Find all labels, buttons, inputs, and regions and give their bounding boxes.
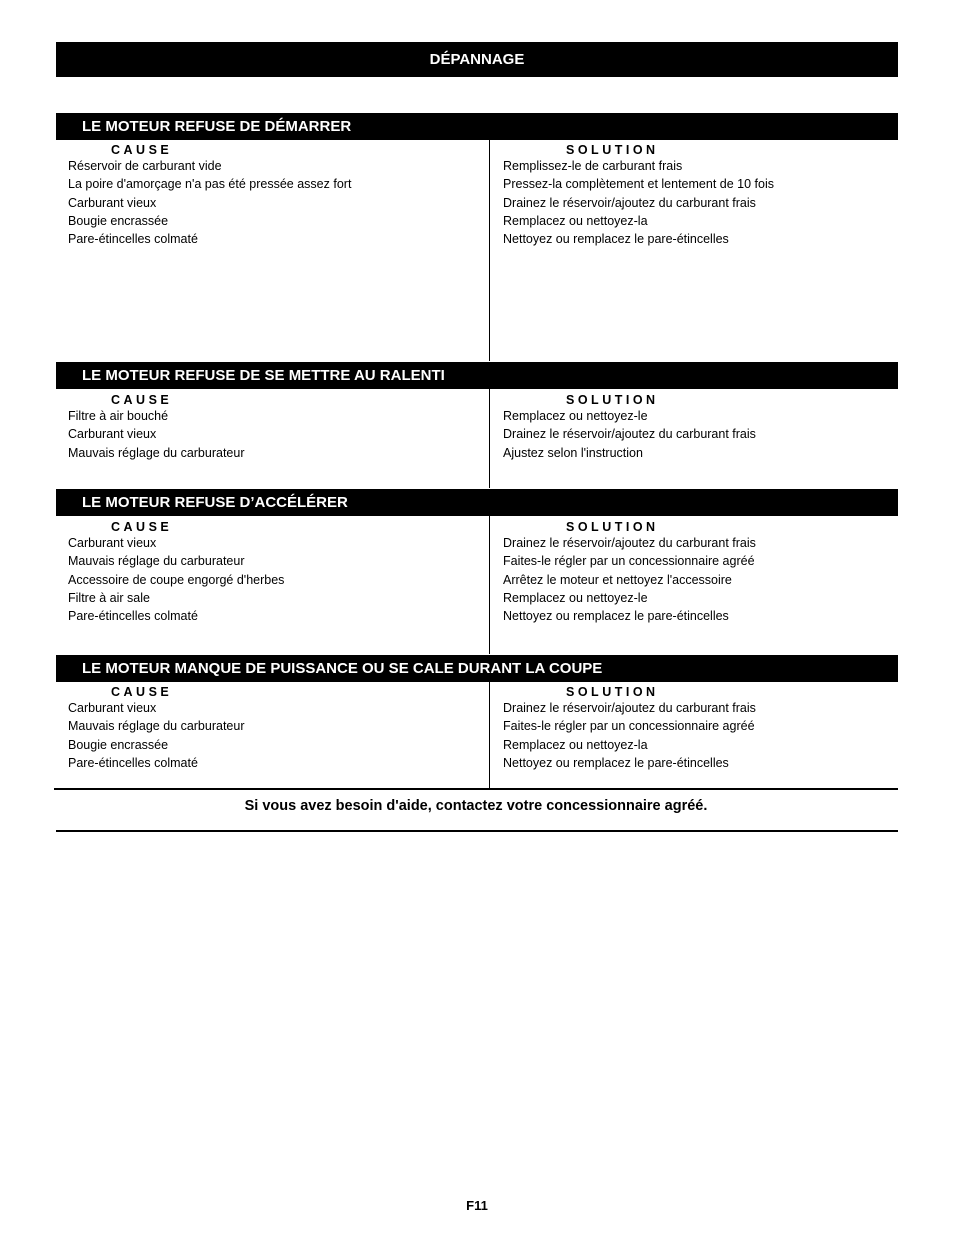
cause-list — [68, 699, 245, 772]
list-item: Remplacez ou nettoyez-la — [503, 213, 648, 228]
list-item: Bougie encrassée — [68, 737, 169, 752]
column-divider — [489, 389, 490, 488]
list-item: Carburant vieux — [68, 195, 157, 210]
solution-list — [503, 534, 756, 625]
cause-list — [68, 157, 351, 248]
solution-list — [503, 157, 774, 248]
solution-header: SOLUTION — [566, 143, 659, 157]
cause-list — [68, 407, 245, 462]
list-item: Carburant vieux — [68, 427, 157, 442]
list-item: Mauvais réglage du carburateur — [68, 445, 245, 460]
cause-header: CAUSE — [111, 143, 173, 157]
section-heading-no-accelerate: LE MOTEUR REFUSE D’ACCÉLÉRER — [56, 489, 898, 516]
solution-list — [503, 699, 756, 772]
list-item: Carburant vieux — [68, 701, 157, 715]
page-number: F11 — [466, 1198, 488, 1213]
list-item: Carburant vieux — [68, 536, 157, 550]
list-item: Pressez-la complètement et lentement de 10 fois — [503, 177, 774, 192]
list-item: Drainez le réservoir/ajoutez du carburant frais — [503, 427, 756, 442]
list-item: Nettoyez ou remplacez le pare-étincelles — [503, 232, 729, 247]
list-item: Drainez le réservoir/ajoutez du carburant frais — [503, 536, 756, 550]
list-item: Pare-étincelles colmaté — [68, 755, 198, 770]
cause-header: CAUSE — [111, 685, 173, 699]
cause-list — [68, 534, 284, 625]
list-item: Filtre à air bouché — [68, 409, 169, 423]
cause-header: CAUSE — [111, 520, 173, 534]
list-item: Filtre à air sale — [68, 590, 150, 605]
section-heading-no-start: LE MOTEUR REFUSE DE DÉMARRER — [56, 113, 898, 140]
list-item: Drainez le réservoir/ajoutez du carburant frais — [503, 701, 756, 715]
solution-header: SOLUTION — [566, 685, 659, 699]
list-item: La poire d'amorçage n'a pas été pressée assez fort — [68, 177, 352, 192]
section-heading-loss-of-power: LE MOTEUR MANQUE DE PUISSANCE OU SE CALE DURANT LA COUPE — [56, 655, 898, 682]
list-item: Nettoyez ou remplacez le pare-étincelles — [503, 755, 729, 770]
list-item: Faites-le régler par un concessionnaire agréé — [503, 719, 755, 734]
column-divider — [489, 140, 490, 361]
solution-list — [503, 407, 756, 462]
list-item: Accessoire de coupe engorgé d'herbes — [68, 572, 285, 587]
list-item: Remplacez ou nettoyez-le — [503, 590, 648, 605]
list-item: Pare-étincelles colmaté — [68, 609, 198, 624]
list-item: Mauvais réglage du carburateur — [68, 719, 245, 734]
list-item: Mauvais réglage du carburateur — [68, 554, 245, 569]
list-item: Nettoyez ou remplacez le pare-étincelles — [503, 609, 729, 624]
help-note: Si vous avez besoin d'aide, contactez votre concessionnaire agréé. — [244, 798, 708, 814]
section-heading-no-idle: LE MOTEUR REFUSE DE SE METTRE AU RALENTI — [56, 362, 898, 389]
list-item: Remplacez ou nettoyez-la — [503, 737, 648, 752]
list-item: Remplacez ou nettoyez-le — [503, 409, 648, 423]
solution-header: SOLUTION — [566, 393, 659, 407]
list-item: Arrêtez le moteur et nettoyez l'accessoire — [503, 572, 732, 587]
list-item: Drainez le réservoir/ajoutez du carburant frais — [503, 195, 756, 210]
divider-bottom — [56, 830, 898, 832]
list-item: Faites-le régler par un concessionnaire agréé — [503, 554, 755, 569]
list-item: Remplissez-le de carburant frais — [503, 159, 683, 173]
list-item: Bougie encrassée — [68, 213, 169, 228]
page-title: DÉPANNAGE — [56, 42, 898, 77]
column-divider — [489, 516, 490, 654]
cause-header: CAUSE — [111, 393, 173, 407]
column-divider — [489, 682, 490, 788]
solution-header: SOLUTION — [566, 520, 659, 534]
list-item: Ajustez selon l'instruction — [503, 445, 643, 460]
list-item: Réservoir de carburant vide — [68, 159, 222, 173]
divider-top — [54, 788, 898, 790]
list-item: Pare-étincelles colmaté — [68, 232, 198, 247]
